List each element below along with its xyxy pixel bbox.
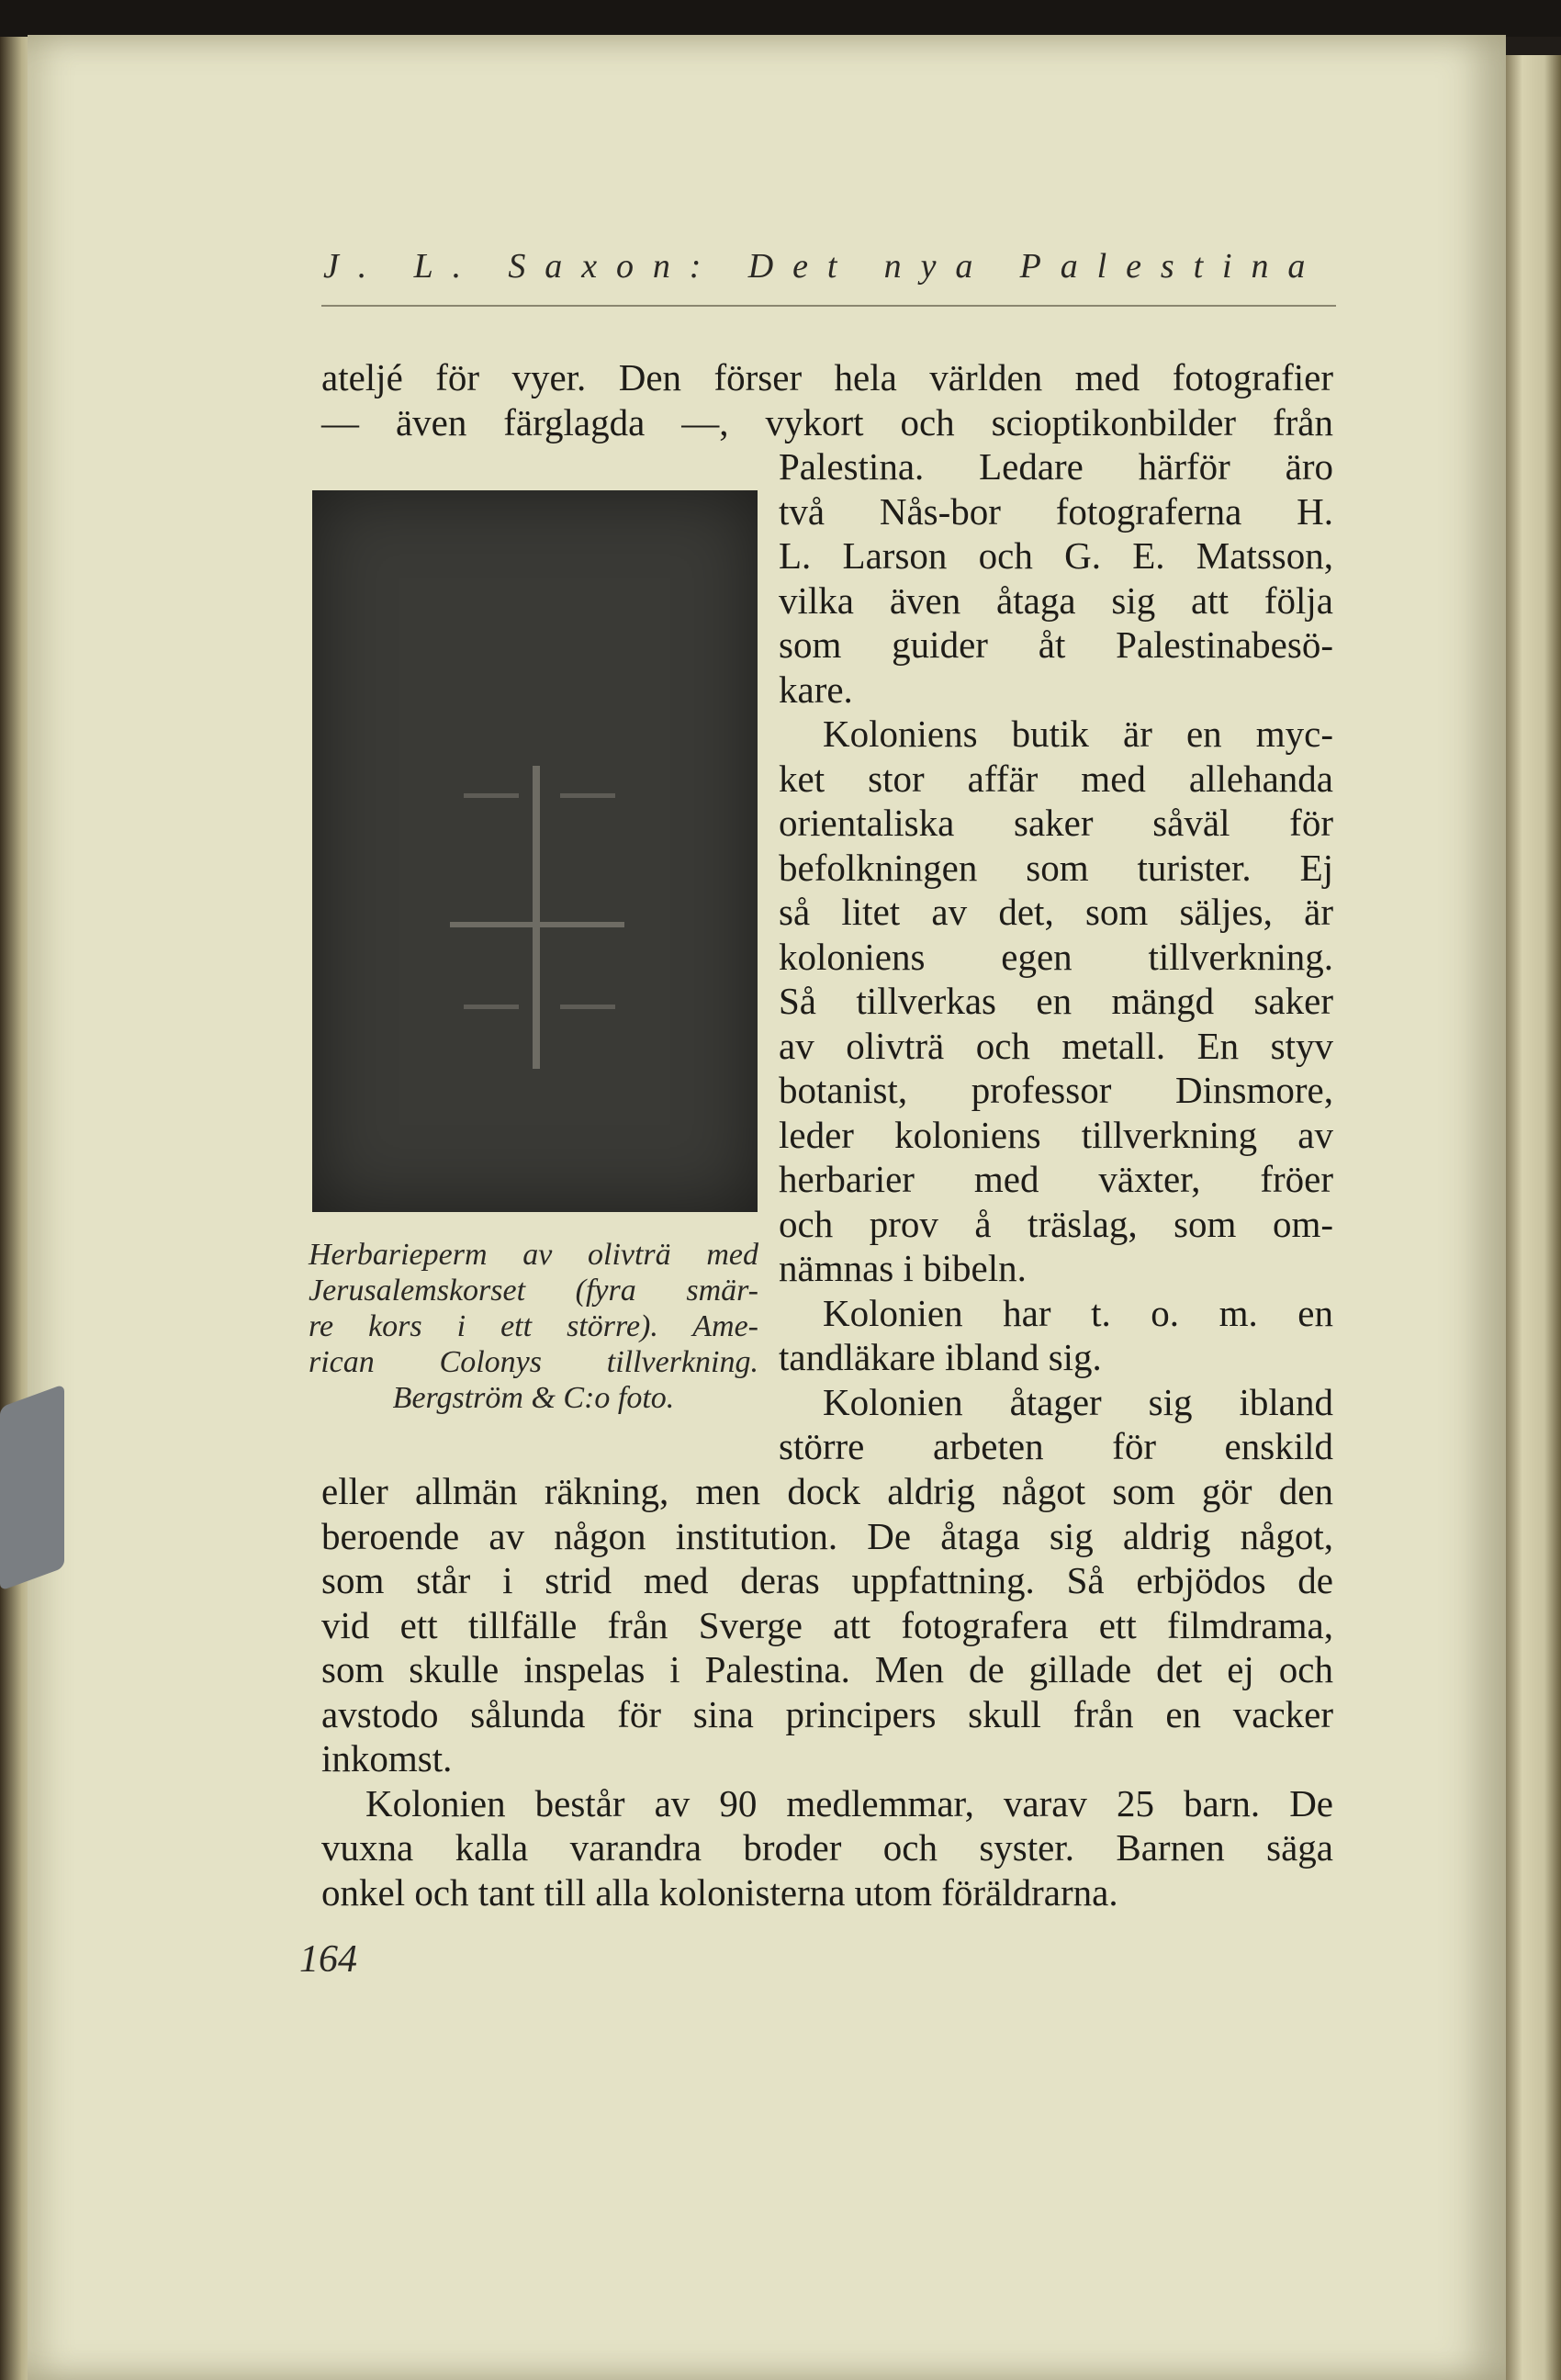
text-line: avstodo sålunda för sina principers skull från en vacker [321, 1692, 1333, 1735]
photo-cross-vertical [533, 766, 540, 1069]
text-bottom [321, 1469, 1333, 1914]
page-number: 164 [299, 1938, 357, 1981]
caption-line: rican Colonys tillverkning. [309, 1345, 758, 1379]
header-rule [321, 305, 1336, 307]
text-line: vuxna kalla varandra broder och syster. Barnen säga [321, 1826, 1333, 1869]
text-line: som skulle inspelas i Palestina. Men de gillade det ej och [321, 1648, 1333, 1690]
text-line: — även färglagda —, vykort och scioptikonbilder från [321, 400, 1333, 443]
text-line: som står i strid med deras uppfattning. Så erbjödos de [321, 1559, 1333, 1601]
text-line: beroende av någon institution. De åtaga sig aldrig något, [321, 1514, 1333, 1557]
text-line: L. Larson och G. E. Matsson, [779, 534, 1333, 577]
text-line: Så tillverkas en mängd saker [779, 980, 1333, 1022]
caption-line: Bergström & C:o foto. [392, 1381, 675, 1415]
text-line: av olivträ och metall. En styv [779, 1024, 1333, 1067]
page-clip [0, 1384, 64, 1590]
text-line: tandläkare ibland sig. [779, 1336, 1102, 1378]
text-line: kare. [779, 668, 853, 711]
text-line: Kolonien består av 90 medlemmar, varav 25 barn. De [365, 1781, 1333, 1824]
running-header: J. L. Saxon: Det nya Palestina [323, 247, 1325, 286]
next-page-edge [1506, 55, 1561, 2380]
text-line: botanist, professor Dinsmore, [779, 1069, 1333, 1111]
text-line: koloniens egen tillverkning. [779, 935, 1333, 978]
text-line: leder koloniens tillverkning av [779, 1113, 1333, 1156]
photo-small-cross [560, 1005, 615, 1009]
text-line: eller allmän räkning, men dock aldrig något som gör den [321, 1470, 1333, 1512]
text-line: inkomst. [321, 1737, 453, 1779]
text-line: vilka även åtaga sig att följa [779, 578, 1333, 622]
text-top [321, 355, 1333, 444]
photo-small-cross [560, 793, 615, 798]
text-line: Koloniens butik är en myc- [823, 713, 1333, 755]
text-line: nämnas i bibeln. [779, 1247, 1027, 1289]
text-line: onkel och tant till alla kolonisterna utom föräldrarna. [321, 1870, 1118, 1914]
text-line: två Nås-bor fotograferna H. [779, 489, 1333, 533]
background-top [0, 0, 1561, 37]
caption-line: Herbarieperm av olivträ med [309, 1238, 758, 1272]
text-line: så litet av det, som säljes, är [779, 891, 1333, 933]
text-line: orientaliska saker såväl för [779, 802, 1333, 844]
photo-caption [309, 1237, 758, 1416]
text-line: och prov å träslag, som om- [779, 1202, 1333, 1245]
text-line: ket stor affär med allehanda [779, 757, 1333, 800]
text-right-column [779, 444, 1333, 1469]
herbarium-photo [312, 490, 758, 1212]
text-line: Kolonien åtager sig ibland [823, 1380, 1333, 1423]
text-line: vid ett tillfälle från Sverge att fotografera ett filmdrama, [321, 1603, 1333, 1646]
text-line: Palestina. Ledare härför äro [779, 445, 1333, 488]
caption-line: Jerusalemskorset (fyra smär- [309, 1274, 758, 1308]
caption-line: re kors i ett större). Ame- [309, 1309, 758, 1343]
text-line: Kolonien har t. o. m. en [823, 1291, 1333, 1334]
text-line: större arbeten för enskild [779, 1425, 1333, 1467]
photo-small-cross [464, 1005, 519, 1009]
text-line: ateljé för vyer. Den förser hela världen med fotografier [321, 356, 1333, 399]
text-line: befolkningen som turister. Ej [779, 846, 1333, 889]
text-line: herbarier med växter, fröer [779, 1158, 1333, 1200]
text-line: som guider åt Palestinabesö- [779, 623, 1333, 666]
photo-small-cross [464, 793, 519, 798]
